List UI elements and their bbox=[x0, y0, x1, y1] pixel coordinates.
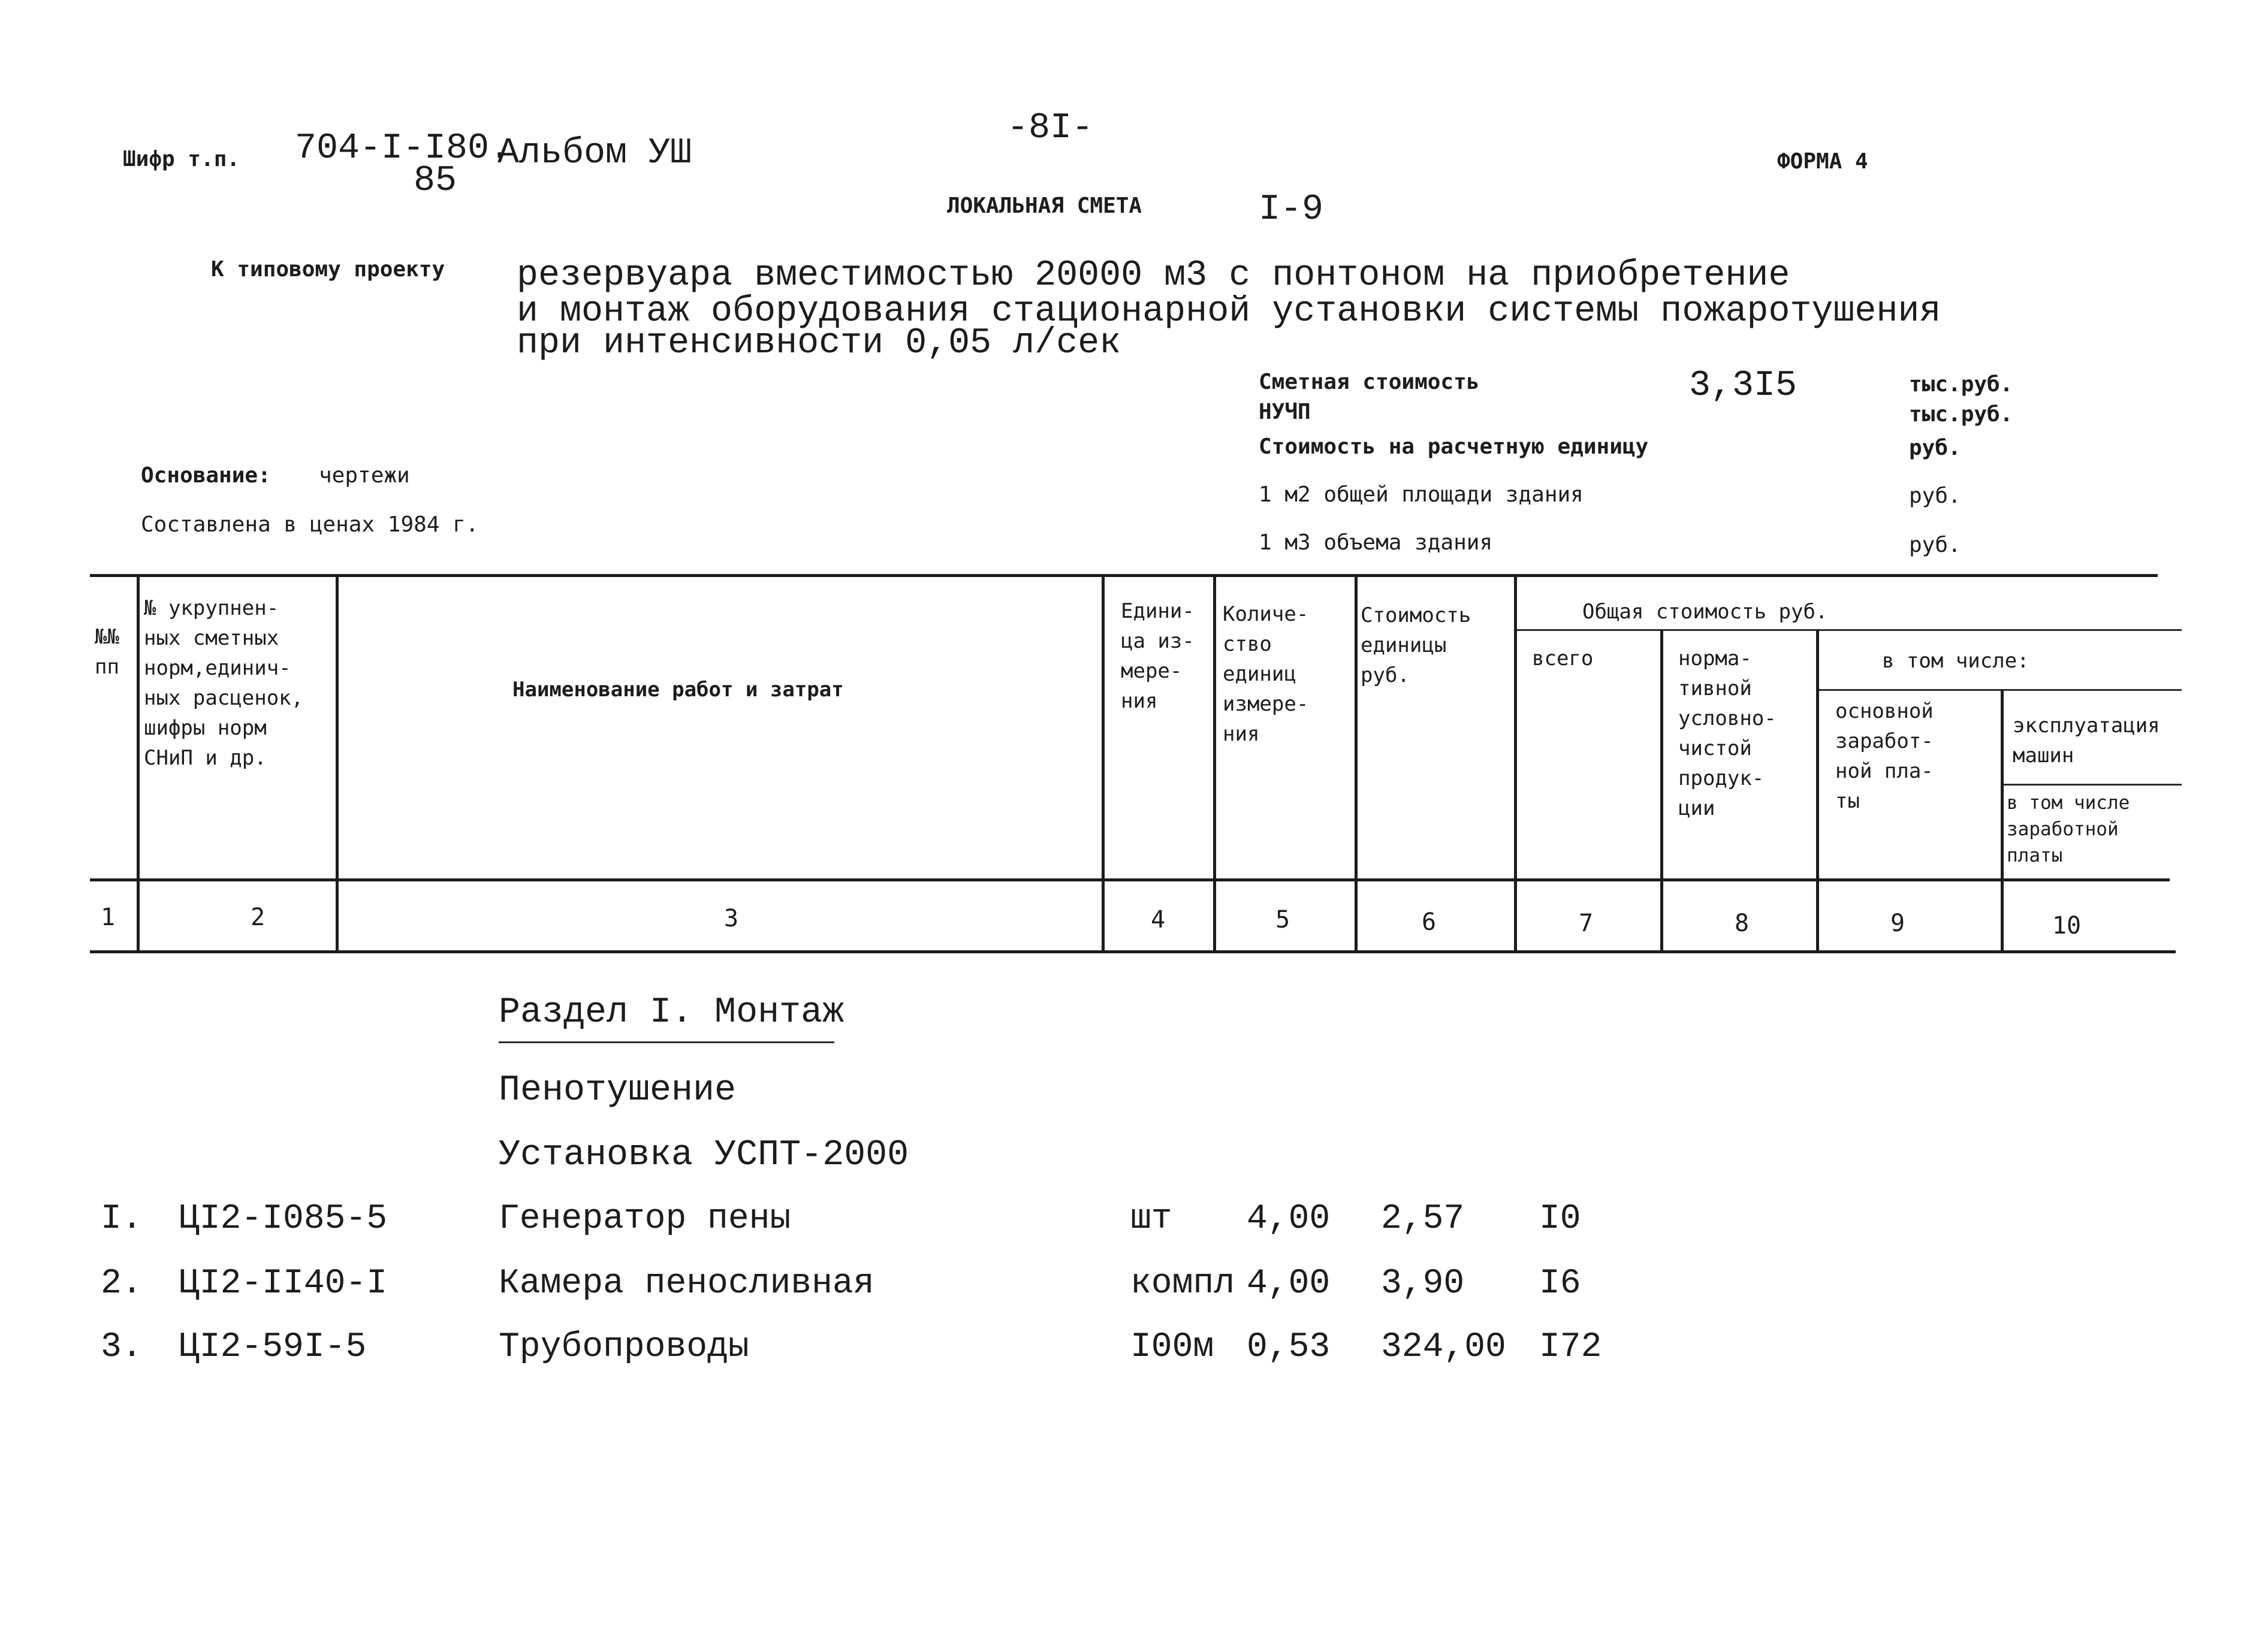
prices-note: Составлена в ценах 1984 г. bbox=[141, 512, 479, 537]
row-qty: 0,53 bbox=[1247, 1328, 1331, 1367]
col-number-2: 2 bbox=[250, 904, 266, 931]
col-number-5: 5 bbox=[1275, 906, 1290, 934]
nuchp-unit: тыс.руб. bbox=[1909, 402, 2013, 427]
col-number-3: 3 bbox=[723, 905, 739, 932]
estimated-cost-label: Сметная стоимость bbox=[1259, 370, 1480, 394]
cipher-label: Шифр т.п. bbox=[123, 147, 240, 171]
col-number-7: 7 bbox=[1578, 910, 1594, 937]
row-qty: 4,00 bbox=[1247, 1264, 1331, 1303]
project-year: 85 bbox=[414, 161, 457, 201]
section-subtitle-unit: Установка УСПТ-2000 bbox=[499, 1135, 909, 1176]
project-code: 704-I-I80. bbox=[295, 128, 511, 169]
basis-value: чертежи bbox=[319, 463, 410, 488]
area-label: 1 м2 общей площади здания bbox=[1259, 482, 1584, 507]
estimated-cost-value: 3,3I5 bbox=[1689, 366, 1797, 406]
section-title: Раздел I. Монтаж bbox=[499, 992, 845, 1033]
estimated-cost-unit: тыс.руб. bbox=[1909, 372, 2013, 397]
row-qty: 4,00 bbox=[1247, 1200, 1331, 1239]
volume-label: 1 м3 объема здания bbox=[1259, 530, 1493, 555]
basis-label: Основание: bbox=[141, 463, 271, 488]
row-code: ЦI2-I085-5 bbox=[179, 1200, 388, 1239]
nuchp-label: НУЧП bbox=[1259, 400, 1311, 424]
row-total: I0 bbox=[1539, 1200, 1581, 1239]
estimate-number: I-9 bbox=[1259, 189, 1324, 230]
album-label: Альбом УШ bbox=[497, 133, 692, 174]
section-title-underline bbox=[499, 1041, 834, 1043]
col-number-4: 4 bbox=[1150, 906, 1166, 934]
project-line-3: при интенсивности 0,05 л/сек bbox=[517, 323, 1121, 364]
col-header-unit-cost: Стоимость единицы руб. bbox=[1361, 603, 1471, 687]
col-header-wages: основной заработ- ной пла- ты bbox=[1835, 699, 1934, 813]
area-unit: руб. bbox=[1909, 484, 1961, 508]
row-price: 3,90 bbox=[1381, 1264, 1465, 1303]
project-line-1: резервуара вместимостью 20000 м3 с понтоном на приобретение bbox=[517, 255, 1790, 296]
col-header-machines: эксплуатация машин bbox=[2013, 714, 2160, 768]
row-number: I. bbox=[101, 1200, 143, 1239]
row-unit: шт bbox=[1130, 1200, 1172, 1239]
document-title: ЛОКАЛЬНАЯ СМЕТА bbox=[947, 194, 1142, 218]
per-unit-label: Стоимость на расчетную единицу bbox=[1259, 434, 1649, 459]
col-header-total: всего bbox=[1532, 647, 1594, 670]
row-name: Камера пеносливная bbox=[499, 1264, 874, 1303]
form-label: ФОРМА 4 bbox=[1777, 149, 1868, 174]
col-header-total-group: Общая стоимость руб. bbox=[1582, 600, 1828, 624]
col-header-machine-wages: в том числе заработной платы bbox=[2007, 792, 2130, 866]
row-code: ЦI2-II40-I bbox=[179, 1264, 388, 1303]
col-header-norm: № укрупнен- ных сметных норм,единич- ных расценок, шифры норм СНиП и др. bbox=[144, 596, 304, 770]
row-code: ЦI2-59I-5 bbox=[179, 1328, 367, 1367]
row-name: Трубопроводы bbox=[499, 1328, 749, 1367]
volume-unit: руб. bbox=[1909, 533, 1961, 557]
row-name: Генератор пены bbox=[499, 1200, 791, 1239]
row-unit: I00м bbox=[1130, 1328, 1214, 1367]
col-number-6: 6 bbox=[1421, 908, 1437, 936]
row-price: 324,00 bbox=[1381, 1328, 1506, 1367]
col-header-qty: Количе- ство единиц измере- ния bbox=[1223, 602, 1309, 746]
project-label: К типовому проекту bbox=[211, 257, 445, 282]
row-price: 2,57 bbox=[1381, 1200, 1465, 1239]
row-total: I72 bbox=[1539, 1328, 1602, 1367]
col-number-8: 8 bbox=[1734, 910, 1750, 937]
row-unit: компл bbox=[1130, 1264, 1235, 1303]
row-number: 3. bbox=[101, 1328, 143, 1367]
col-number-10: 10 bbox=[2052, 912, 2082, 940]
col-header-including: в том числе: bbox=[1882, 649, 2029, 673]
col-header-number: №№ пп bbox=[95, 625, 119, 679]
col-header-name: Наименование работ и затрат bbox=[512, 678, 844, 702]
per-unit-unit: руб. bbox=[1909, 436, 1961, 460]
row-number: 2. bbox=[101, 1264, 143, 1303]
page-number: -8I- bbox=[1007, 108, 1094, 149]
section-subtitle-foam: Пенотушение bbox=[499, 1070, 737, 1111]
col-number-1: 1 bbox=[100, 904, 116, 931]
col-header-net-product: норма- тивной условно- чистой продук- ции bbox=[1678, 647, 1777, 820]
col-header-unit: Едини- ца из- мере- ния bbox=[1121, 599, 1195, 713]
row-total: I6 bbox=[1539, 1264, 1581, 1303]
project-line-2: и монтаж оборудования стационарной установки системы пожаротушения bbox=[517, 291, 1941, 332]
col-number-9: 9 bbox=[1890, 910, 1905, 937]
